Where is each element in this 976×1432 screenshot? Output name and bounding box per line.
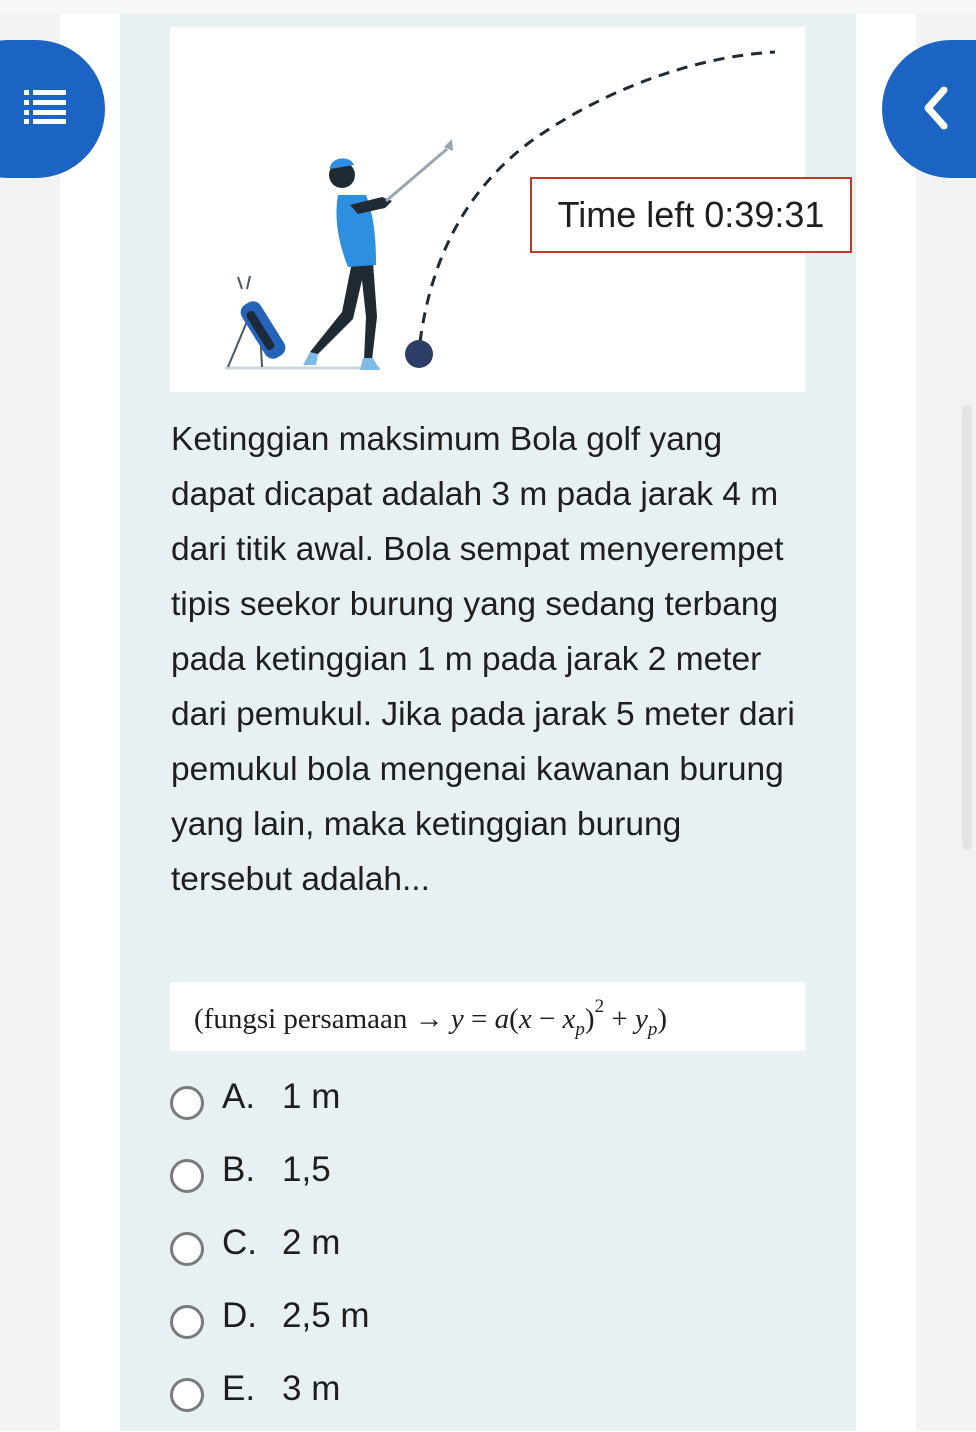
list-icon (24, 90, 66, 124)
chevron-left-icon (920, 86, 950, 130)
option-c[interactable] (170, 1213, 770, 1286)
option-b[interactable] (170, 1140, 770, 1213)
option-letter: D. (222, 1296, 257, 1335)
radio-button[interactable] (170, 1086, 204, 1120)
option-text: 1 m (282, 1077, 341, 1116)
top-strip (0, 0, 976, 14)
radio-button[interactable] (170, 1159, 204, 1193)
golf-ball (405, 340, 433, 368)
radio-button[interactable] (170, 1378, 204, 1412)
question-text: Ketinggian maksimum Bola golf yang dapat dicapat adalah 3 m pada jarak 4 m dari titik awal. Bola sempat menyerempet tipis seekor burung yang sedang terbang pada ketinggian 1 m pada jarak 2 meter dari pemukul. Jika pada jarak 5 meter dari pemukul bola mengenai kawanan burung yang lain, maka ketinggian burung tersebut adalah... (171, 421, 795, 898)
radio-button[interactable] (170, 1305, 204, 1339)
option-letter: C. (222, 1223, 257, 1262)
option-text: 2 m (282, 1223, 341, 1262)
option-letter: E. (222, 1369, 256, 1408)
golfer-figure (303, 139, 453, 370)
golf-bag (228, 276, 289, 367)
left-gutter (0, 14, 60, 1431)
formula: (fungsi persamaan → $y = a(x - x_p)^2 + y_p$) (194, 996, 667, 1040)
option-a[interactable] (170, 1067, 770, 1140)
answer-options (170, 1067, 770, 1432)
option-letter: A. (222, 1077, 256, 1116)
radio-button[interactable] (170, 1232, 204, 1266)
option-d[interactable] (170, 1286, 770, 1359)
time-left-indicator: Time left 0:39:31 (530, 177, 852, 253)
scrollbar[interactable] (962, 405, 972, 850)
option-text: 2,5 m (282, 1296, 370, 1335)
option-text: 1,5 (282, 1150, 331, 1189)
option-text: 3 m (282, 1369, 341, 1408)
formula-box (170, 982, 805, 1051)
option-letter: B. (222, 1150, 256, 1189)
option-e[interactable] (170, 1359, 770, 1432)
